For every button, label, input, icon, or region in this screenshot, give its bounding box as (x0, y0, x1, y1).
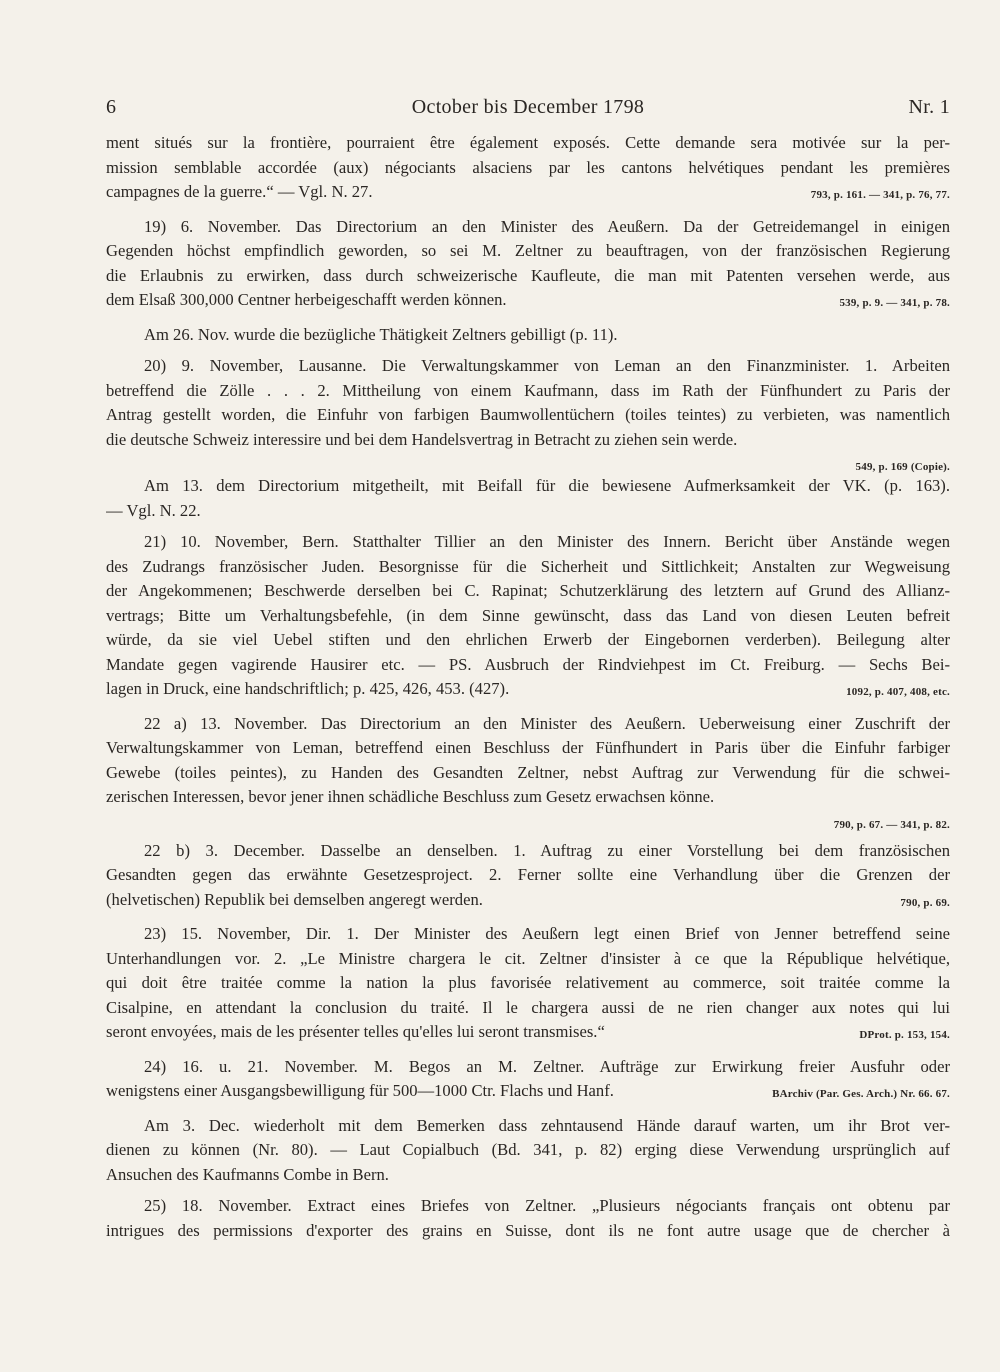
line-text: Am 3. Dec. wiederholt mit dem Bemerken dass zehntausend Hände darauf warten, um ihr Brot ver- (144, 1115, 950, 1135)
line-text: 21) 10. November, Bern. Statthalter Tillier an den Minister des Innern. Bericht über Anstände wegen (144, 532, 950, 551)
line-text: 22 b) 3. December. Dasselbe an denselben. 1. Auftrag zu einer Vorstellung bei dem französischen (144, 840, 950, 860)
line-text: Am 13. dem Directorium mitgetheilt, mit Beifall für die bewiesene Aufmerksamkeit der VK. (p. 163). (144, 476, 950, 495)
text-line (106, 1138, 950, 1163)
text-line (106, 555, 950, 580)
line-text: ment situés sur la frontière, pourraient être également exposés. Cette demande sera motivée sur la per- (106, 133, 950, 152)
text-line (106, 1163, 950, 1188)
archive-reference: DProt. p. 153, 154. (859, 1029, 950, 1041)
header-title: October bis December 1798 (411, 96, 645, 118)
line-text: Gegenden höchst empfindlich geworden, so sei M. Zeltner zu beauftragen, von der französischen Regierung (106, 241, 950, 260)
text-line (106, 131, 950, 156)
line-text: 20) 9. November, Lausanne. Die Verwaltungskammer von Leman an den Finanzminister. 1. Arbeiten (144, 356, 950, 375)
text-line (106, 922, 950, 947)
line-text: intrigues des permissions d'exporter des grains en Suisse, dont ils ne font autre usage que de chercher à (106, 1220, 950, 1240)
text-line (106, 863, 950, 888)
text-line (106, 1114, 950, 1139)
line-text: (helvetischen) Republik bei demselben angeregt werden. (106, 889, 483, 909)
line-text: der Angekommenen; Beschwerde derselben bei C. Rapinat; Schutzerklärung des letztern auf Grund des Allianz- (106, 581, 950, 600)
text-line (106, 1079, 950, 1107)
line-text: Cisalpine, en attendant la conclusion du traité. Il le chargera aussi de ne rien changer aux notes qui lui (106, 997, 950, 1017)
text-line (106, 180, 950, 208)
line-text: seront envoyées, mais de les présenter telles qu'elles lui seront transmises.“ (106, 1022, 605, 1041)
line-text: Verwaltungskammer von Leman, betreffend einen Beschluss der Fünfhundert in Paris über die Einfuhr farbiger (106, 738, 950, 757)
running-header (106, 96, 950, 126)
line-text: Mandate gegen vagirende Hausirer etc. — PS. Ausbruch der Rindviehpest im Ct. Freiburg. — Sechs Bei- (106, 654, 950, 674)
archive-reference: 539, p. 9. — 341, p. 78. (839, 297, 950, 309)
text-line (106, 677, 950, 705)
text-line (106, 736, 950, 761)
line-text: mission semblable accordée (aux) négociants alsaciens par les cantons helvétiques pendant les premières (106, 157, 950, 177)
archive-reference: BArchiv (Par. Ges. Arch.) Nr. 66. 67. (772, 1088, 950, 1100)
line-text: Am 26. Nov. wurde die bezügliche Thätigkeit Zeltners gebilligt (p. 11). (144, 324, 618, 344)
line-text: 24) 16. u. 21. November. M. Begos an M. Zeltner. Aufträge zur Erwirkung freier Ausfuhr oder (144, 1056, 950, 1076)
text-line (106, 264, 950, 289)
text-line (106, 604, 950, 629)
line-text: 19) 6. November. Das Directorium an den Minister des Aeußern. Da der Getreidemangel in einigen (144, 216, 950, 236)
body-text (106, 131, 950, 1243)
text-line (106, 839, 950, 864)
text-line (106, 1055, 950, 1080)
text-line (106, 653, 950, 678)
text-line (106, 288, 950, 316)
text-line (106, 156, 950, 181)
document-number: Nr. 1 (908, 96, 950, 118)
line-text: qui doit être traitée comme la nation la plus favorisée relativement au commerce, soit traitée comme la (106, 973, 950, 992)
text-line (106, 428, 950, 453)
line-text: dienen zu können (Nr. 80). — Laut Copialbuch (Bd. 341, p. 82) erging diese Verwendung ursprünglich auf (106, 1140, 950, 1159)
archive-reference: 793, p. 161. — 341, p. 76, 77. (810, 189, 950, 201)
line-text: wenigstens einer Ausgangsbewilligung für 500—1000 Ctr. Flachs und Hanf. (106, 1081, 614, 1100)
text-line (106, 1219, 950, 1244)
text-line (106, 785, 950, 810)
line-text: 22 a) 13. November. Das Directorium an den Minister des Aeußern. Ueberweisung einer Zuschrift der (144, 713, 950, 733)
text-line (106, 403, 950, 428)
text-line (106, 579, 950, 604)
line-text: vertrags; Bitte um Verhaltungsbefehle, (in dem Sinne gewünscht, dass das Land von diesen Leuten befreit (106, 605, 950, 625)
line-text: 25) 18. November. Extract eines Briefes von Zeltner. „Plusieurs négociants français ont obtenu par (144, 1196, 950, 1215)
text-line (106, 379, 950, 404)
text-line (106, 628, 950, 653)
archive-reference: 549, p. 169 (Copie). (855, 461, 950, 473)
text-line (106, 888, 950, 916)
text-line (106, 810, 950, 832)
line-text: des Zudrangs französischer Juden. Besorgnisse für die Sicherheit und Sittlichkeit; Anstalten zur Wegweisung (106, 556, 950, 576)
text-line (106, 996, 950, 1021)
page-number: 6 (106, 96, 117, 118)
text-line (106, 1194, 950, 1219)
line-text: campagnes de la guerre.“ — Vgl. N. 27. (106, 182, 373, 201)
line-text: die Erlaubnis zu erwirken, dass durch schweizerische Kaufleute, die man mit Patenten versehen werde, aus (106, 265, 950, 285)
line-text: 23) 15. November, Dir. 1. Der Minister des Aeußern legt einen Brief von Jenner betreffend seine (144, 924, 950, 943)
line-text: würde, da sie viel Uebel stiften und den ehrlichen Erwerb der Eingebornen verderben). Beilegung alter (106, 630, 950, 649)
line-text: Unterhandlungen vor. 2. „Le Ministre chargera le cit. Zeltner d'insister à ce que la République helvétique, (106, 948, 950, 968)
line-text: dem Elsaß 300,000 Centner herbeigeschafft werden können. (106, 290, 507, 309)
text-line (106, 323, 950, 348)
text-line (106, 947, 950, 972)
archive-reference: 790, p. 69. (900, 896, 950, 909)
text-line (106, 971, 950, 996)
archive-reference: 790, p. 67. — 341, p. 82. (833, 818, 950, 831)
text-line (106, 474, 950, 499)
line-text: Antrag gestellt worden, die Einfuhr von farbigen Baumwollentüchern (toiles teintes) zu verbieten, was namentlich (106, 405, 950, 424)
line-text: — Vgl. N. 22. (106, 500, 201, 520)
line-text: Gesandten gegen das erwähnte Gesetzesproject. 2. Ferner sollte eine Verhandlung über die Grenzen der (106, 865, 950, 884)
text-line (106, 215, 950, 240)
line-text: die deutsche Schweiz interessire und bei dem Handelsvertrag in Betracht zu ziehen sein werde. (106, 429, 738, 449)
text-line (106, 530, 950, 555)
line-text: zerischen Interessen, bevor jener ihnen schädliche Beschluss zum Gesetz erwachsen könne. (106, 787, 715, 806)
text-line (106, 354, 950, 379)
text-line (106, 239, 950, 264)
text-line (106, 499, 950, 524)
text-line (106, 761, 950, 786)
archive-reference: 1092, p. 407, 408, etc. (846, 686, 950, 698)
line-text: Gewebe (toiles peintes), zu Handen des Gesandten Zeltner, nebst Auftrag zur Verwendung für die schwei- (106, 762, 950, 782)
line-text: lagen in Druck, eine handschriftlich; p. 425, 426, 453. (427). (106, 679, 510, 698)
text-line (106, 452, 950, 474)
text-line (106, 712, 950, 737)
line-text: betreffend die Zölle . . . 2. Mittheilung von einem Kaufmann, dass im Rath der Fünfhundert zu Paris der (106, 380, 950, 400)
line-text: Ansuchen des Kaufmanns Combe in Bern. (106, 1164, 389, 1184)
text-line (106, 1020, 950, 1048)
